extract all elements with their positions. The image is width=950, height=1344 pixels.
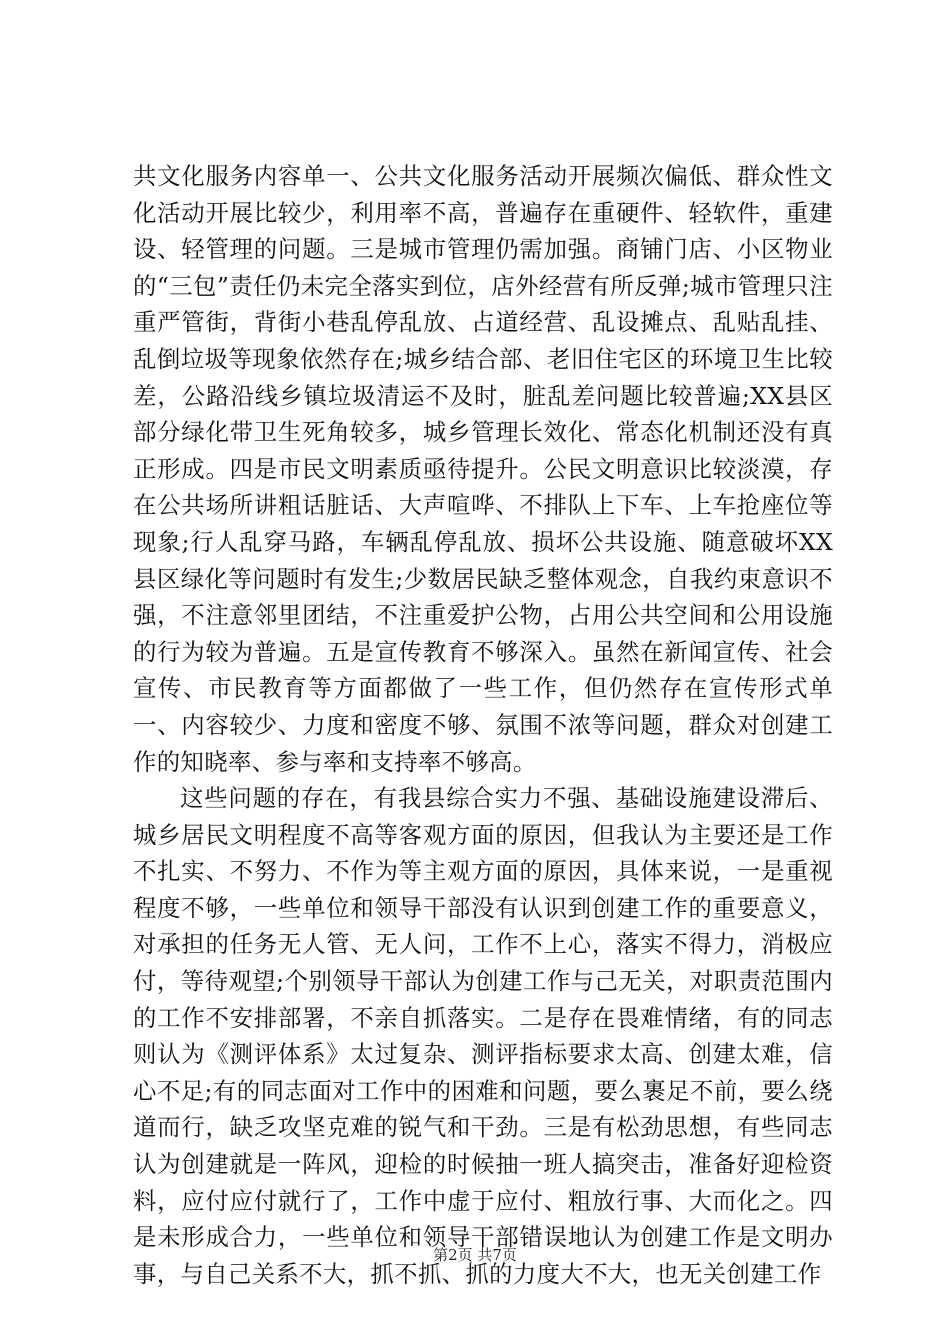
paragraph-1: 共文化服务内容单一、公共文化服务活动开展频次偏低、群众性文化活动开展比较少，利用率不高，普遍存在重硬件、轻软件，重建设、轻管理的问题。三是城市管理仍需加强。商铺门店、小区物业的“三包”责任仍未完全落实到位，店外经营有所反弹;城市管理只注重严管街，背街小巷乱停乱放、占道经营、乱设摊点、乱贴乱挂、乱倒垃圾等现象依然存在;城乡结合部、老旧住宅区的环境卫生比较差，公路沿线乡镇垃圾清运不及时，脏乱差问题比较普遍;XX县区部分绿化带卫生死角较多，城乡管理长效化、常态化机制还没有真正形成。四是市民文明素质亟待提升。公民文明意识比较淡漠，存在公共场所讲粗话脏话、大声喧哗、不排队上下车、上车抢座位等现象;行人乱穿马路，车辆乱停乱放、损坏公共设施、随意破坏XX县区绿化等问题时有发生;少数居民缺乏整体观念，自我约束意识不强，不注意邻里团结，不注重爱护公物，占用公共空间和公用设施的行为较为普遍。五是宣传教育不够深入。虽然在新闻宣传、社会宣传、市民教育等方面都做了一些工作，但仍然存在宣传形式单一、内容较少、力度和密度不够、氛围不浓等问题，群众对创建工作的知晓率、参与率和支持率不够高。 xyxy=(133,162,833,776)
document-body xyxy=(133,158,833,1292)
page-number-footer: 第2页 共7页 xyxy=(433,1246,517,1264)
paragraph-2: 这些问题的存在，有我县综合实力不强、基础设施建设滞后、城乡居民文明程度不高等客观方面的原因，但我认为主要还是工作不扎实、不努力、不作为等主观方面的原因，具体来说，一是重视程度不够，一些单位和领导干部没有认识到创建工作的重要意义，对承担的任务无人管、无人问，工作不上心，落实不得力，消极应付，等待观望;个别领导干部认为创建工作与己无关，对职责范围内的工作不安排部署，不亲自抓落实。二是存在畏难情绪，有的同志则认为《测评体系》太过复杂、测评指标要求太高、创建太难，信心不足;有的同志面对工作中的困难和问题，要么裹足不前，要么绕道而行，缺乏攻坚克难的锐气和干劲。三是有松劲思想，有些同志认为创建就是一阵风，迎检的时候抽一班人搞突击，准备好迎检资料，应付应付就行了，工作中虚于应付、粗放行事、大而化之。四是未形成合力，一些单位和领导干部错误地认为创建工作是文明办事，与自己关系不大，抓不抓、抓的力度大不大，也无关创建工作 xyxy=(133,784,833,1288)
